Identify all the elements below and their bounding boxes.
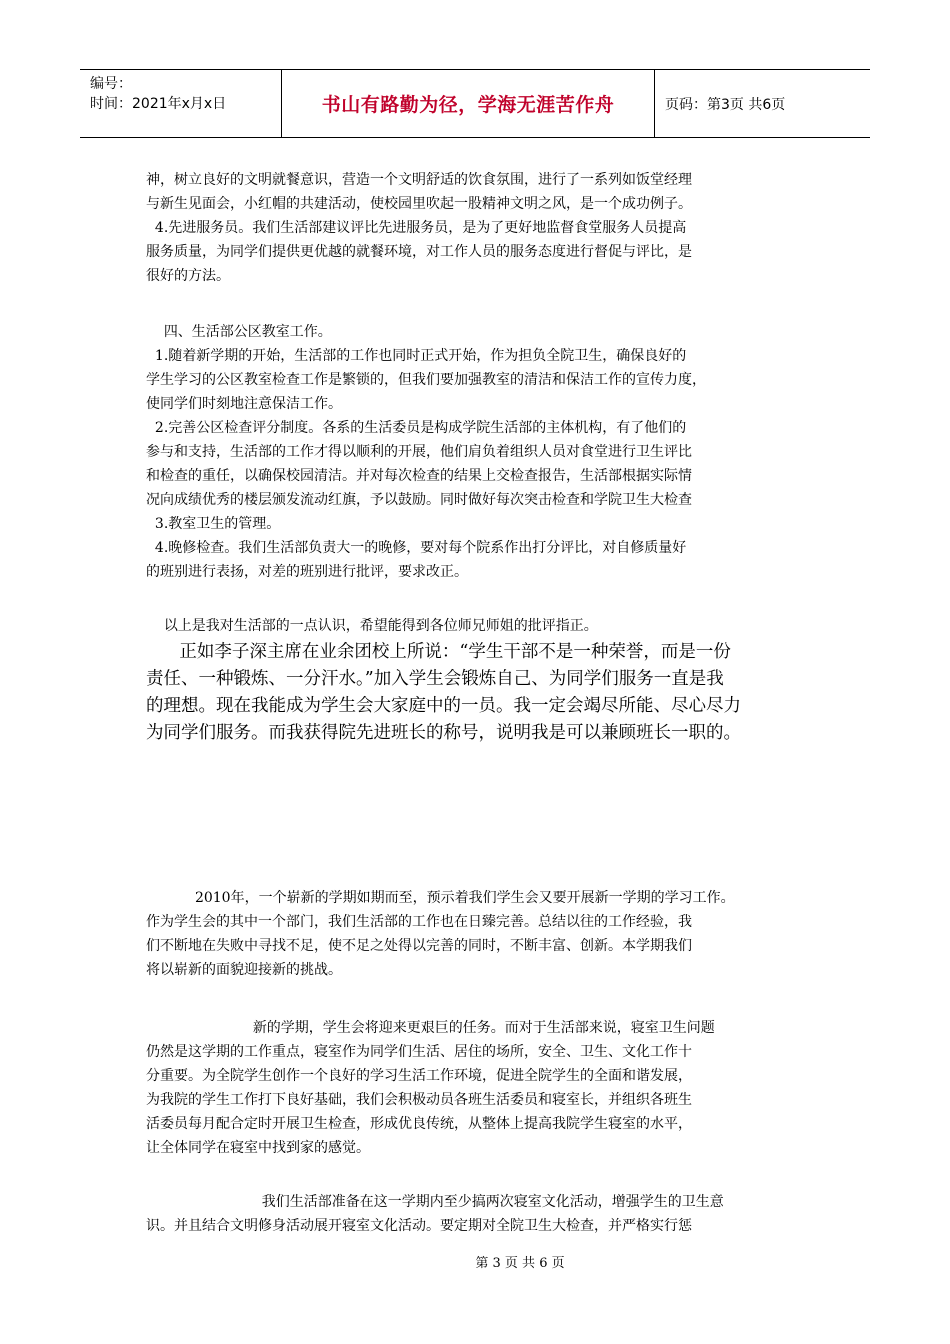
text-line: 参与和支持，生活部的工作才得以顺利的开展，他们肩负着组织人员对食堂进行卫生评比	[146, 444, 692, 460]
text-line: 4.先进服务员。我们生活部建议评比先进服务员，是为了更好地监督食堂服务人员提高	[154, 220, 687, 236]
paragraph-3	[146, 344, 806, 416]
text-line: 况向成绩优秀的楼层颁发流动红旗，予以鼓励。同时做好每次突击检查和学院卫生大检查	[146, 492, 692, 508]
header-motto: 书山有路勤为径，学海无涯苦作舟	[282, 70, 655, 137]
paragraph-1	[146, 168, 806, 216]
text-line: 以上是我对生活部的一点认识，希望能得到各位师兄师姐的批评指正。	[163, 618, 598, 634]
paragraph-8	[146, 639, 806, 747]
text-line: 很好的方法。	[146, 268, 230, 284]
text-line: 为我院的学生工作打下良好基础，我们会积极动员各班生活委员和寝室长，并组织各班生	[146, 1092, 692, 1108]
page-header	[80, 69, 870, 138]
text-line: 作为学生会的其中一个部门，我们生活部的工作也在日臻完善。总结以往的工作经验，我	[146, 914, 692, 930]
page-footer: 第 3 页 共 6 页	[475, 1256, 565, 1271]
text-line: 2.完善公区检查评分制度。各系的生活委员是构成学院生活部的主体机构，有了他们的	[154, 420, 687, 436]
text-line: 服务质量，为同学们提供更优越的就餐环境，对工作人员的服务态度进行督促与评比，是	[146, 244, 692, 260]
text-line: 与新生见面会，小红帽的共建活动，使校园里吹起一股精神文明之风，是一个成功例子。	[146, 196, 692, 212]
text-line: 活委员每月配合定时开展卫生检查，形成优良传统，从整体上提高我院学生寝室的水平，	[146, 1116, 692, 1132]
header-info	[80, 70, 282, 137]
text-line: 将以崭新的面貌迎接新的挑战。	[146, 962, 342, 978]
text-line: 4.晚修检查。我们生活部负责大一的晚修，要对每个院系作出打分评比，对自修质量好	[154, 540, 687, 556]
paragraph-5	[146, 512, 806, 536]
text-line: 我们生活部准备在这一学期内至少搞两次寝室文化活动，增强学生的卫生意	[261, 1194, 724, 1210]
text-line: 和检查的重任，以确保校园清洁。并对每次检查的结果上交检查报告，生活部根据实际情	[146, 468, 692, 484]
text-line: 神，树立良好的文明就餐意识，营造一个文明舒适的饮食氛围，进行了一系列如饭堂经理	[146, 172, 692, 188]
section-heading	[146, 320, 806, 344]
text-line: 为同学们服务。而我获得院先进班长的称号，说明我是可以兼顾班长一职的。	[146, 723, 741, 743]
text-line: 仍然是这学期的工作重点，寝室作为同学们生活、居住的场所，安全、卫生、文化工作十	[146, 1044, 692, 1060]
text-line: 新的学期，学生会将迎来更艰巨的任务。而对于生活部来说，寝室卫生问题	[252, 1020, 715, 1036]
date-label: 时间：2021年x月x日	[90, 96, 227, 112]
text-line: 正如李子深主席在业余团校上所说：“学生干部不是一种荣誉，而是一份	[179, 642, 731, 662]
paragraph-7	[146, 614, 806, 638]
text-line: 们不断地在失败中寻找不足，使不足之处得以完善的同时，不断丰富、创新。本学期我们	[146, 938, 692, 954]
paragraph-9	[146, 886, 806, 982]
number-label: 编号：	[90, 76, 132, 92]
page-indicator: 页码：第3页 共6页	[665, 96, 786, 113]
text-line: 使同学们时刻地注意保洁工作。	[146, 396, 342, 412]
text-line: 1.随着新学期的开始，生活部的工作也同时正式开始，作为担负全院卫生，确保良好的	[154, 348, 687, 364]
paragraph-4	[146, 416, 806, 512]
text-line: 识。并且结合文明修身活动展开寝室文化活动。要定期对全院卫生大检查，并严格实行惩	[146, 1218, 692, 1234]
paragraph-2	[146, 216, 806, 288]
heading-text: 四、生活部公区教室工作。	[163, 324, 332, 340]
text-line: 3.教室卫生的管理。	[154, 516, 281, 532]
text-line: 学生学习的公区教室检查工作是繁锁的，但我们要加强教室的清洁和保洁工作的宣传力度，	[146, 372, 706, 388]
text-line: 2010年，一个崭新的学期如期而至，预示着我们学生会又要开展新一学期的学习工作。	[194, 890, 735, 906]
text-line: 分重要。为全院学生创作一个良好的学习生活工作环境，促进全院学生的全面和谐发展，	[146, 1068, 692, 1084]
text-line: 的理想。现在我能成为学生会大家庭中的一员。我一定会竭尽所能、尽心尽力	[146, 696, 741, 716]
paragraph-11	[146, 1190, 806, 1238]
text-line: 责任、一种锻炼、一分汗水。”加入学生会锻炼自己、为同学们服务一直是我	[146, 669, 724, 689]
paragraph-10	[146, 1016, 806, 1160]
text-line: 的班别进行表扬，对差的班别进行批评，要求改正。	[146, 564, 468, 580]
text-line: 让全体同学在寝室中找到家的感觉。	[146, 1140, 370, 1156]
paragraph-6	[146, 536, 806, 584]
